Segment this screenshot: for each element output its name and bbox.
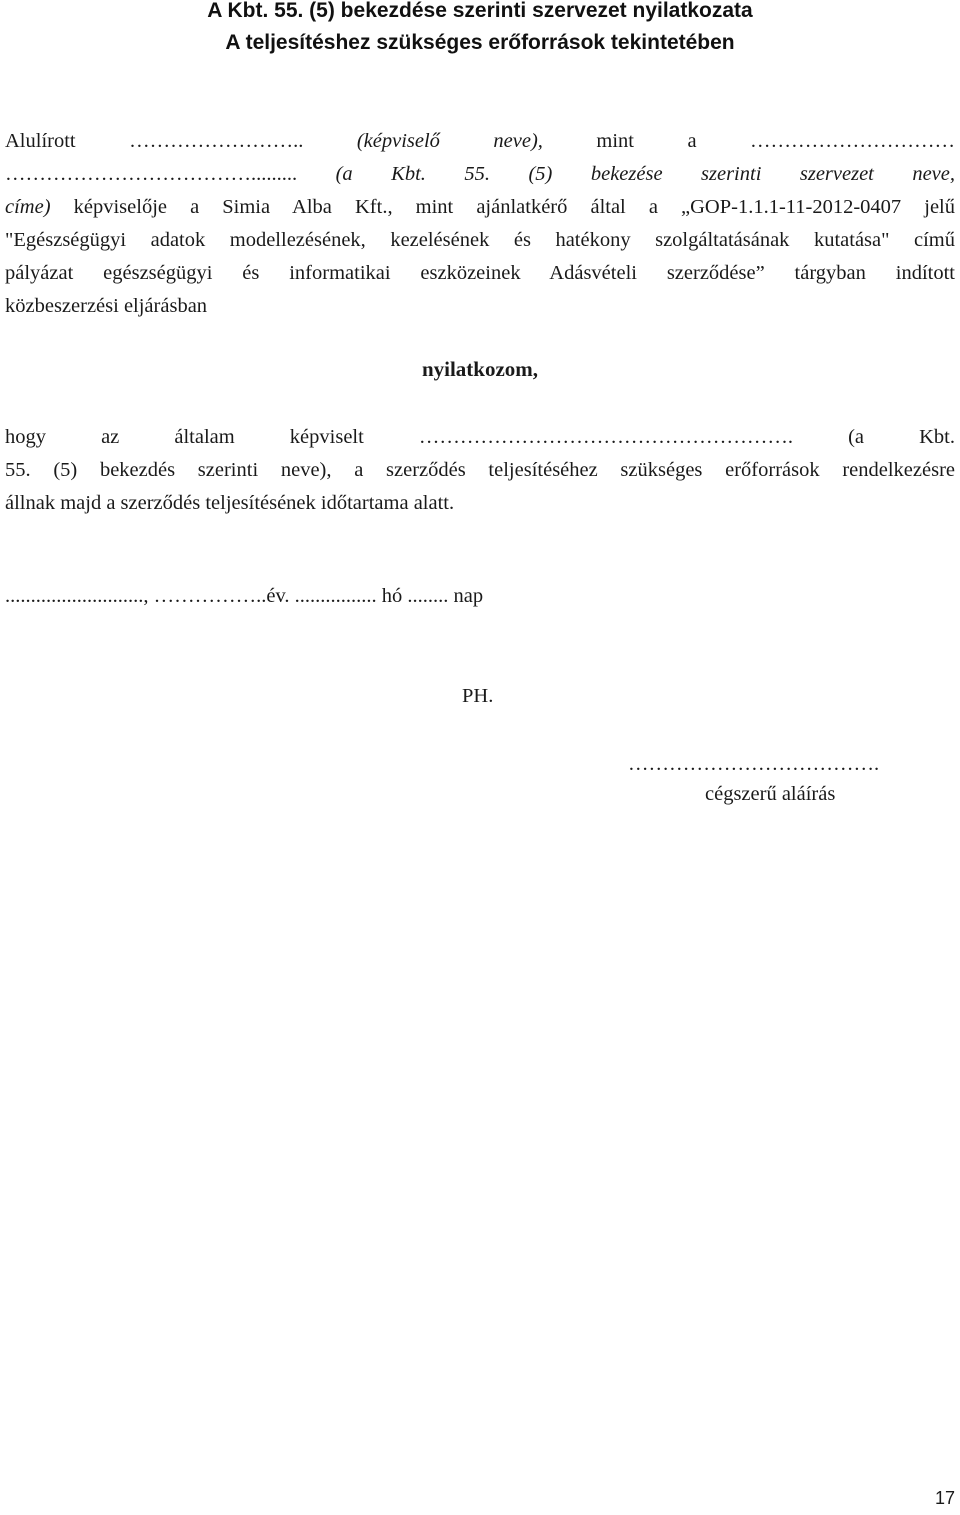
paragraph1-line6: közbeszerzési eljárásban	[5, 295, 208, 317]
organization-blank: mint a …………………………	[596, 130, 956, 152]
organization-name-hint: (a Kbt. 55. (5) bekezése szerinti szervezet neve,	[335, 163, 956, 185]
stamp-label: PH.	[462, 685, 494, 707]
page-number: 17	[934, 1488, 955, 1508]
paragraph1-line3	[5, 192, 955, 222]
document-title-line1: A Kbt. 55. (5) bekezdése szerinti szervezet nyilatkozata	[207, 0, 753, 22]
signer-blank: Alulírott ……………………..	[5, 130, 304, 152]
document-title-line2: A teljesítéshez szükséges erőforrások tekintetében	[225, 31, 735, 54]
representative-text: képviselője a Simia Alba Kft., mint ajánlatkérő által a „GOP-1.1.1-11-2012-0407 jelű	[73, 196, 956, 218]
paragraph2-line3: állnak majd a szerződés teljesítésének időtartama alatt.	[5, 492, 455, 514]
paragraph2-line1: hogy az általam képviselt ………………………………………………. (a Kbt.	[5, 426, 955, 448]
organization-dots: ……………………………….........	[5, 163, 298, 185]
paragraph2-line2: 55. (5) bekezdés szerinti neve), a szerződés teljesítéséhez szükséges erőforrások rendelkezésre	[5, 459, 955, 481]
date-line: ..........................., ……………..év. ................ hó ........ nap	[5, 585, 484, 607]
paragraph1-line1	[5, 126, 955, 156]
signature-label: cégszerű aláírás	[705, 783, 836, 805]
signature-dots: ……………………………….	[628, 753, 880, 775]
representative-name-hint: (képviselő neve),	[356, 130, 543, 152]
address-hint: címe)	[5, 196, 51, 218]
paragraph1-line2	[5, 159, 955, 189]
paragraph1-line4: "Egészségügyi adatok modellezésének, kezelésének és hatékony szolgáltatásának kutatása" című	[5, 229, 955, 251]
declaration-heading: nyilatkozom,	[421, 357, 539, 381]
paragraph1-line5: pályázat egészségügyi és informatikai eszközeinek Adásvételi szerződése” tárgyban indított	[5, 262, 955, 284]
